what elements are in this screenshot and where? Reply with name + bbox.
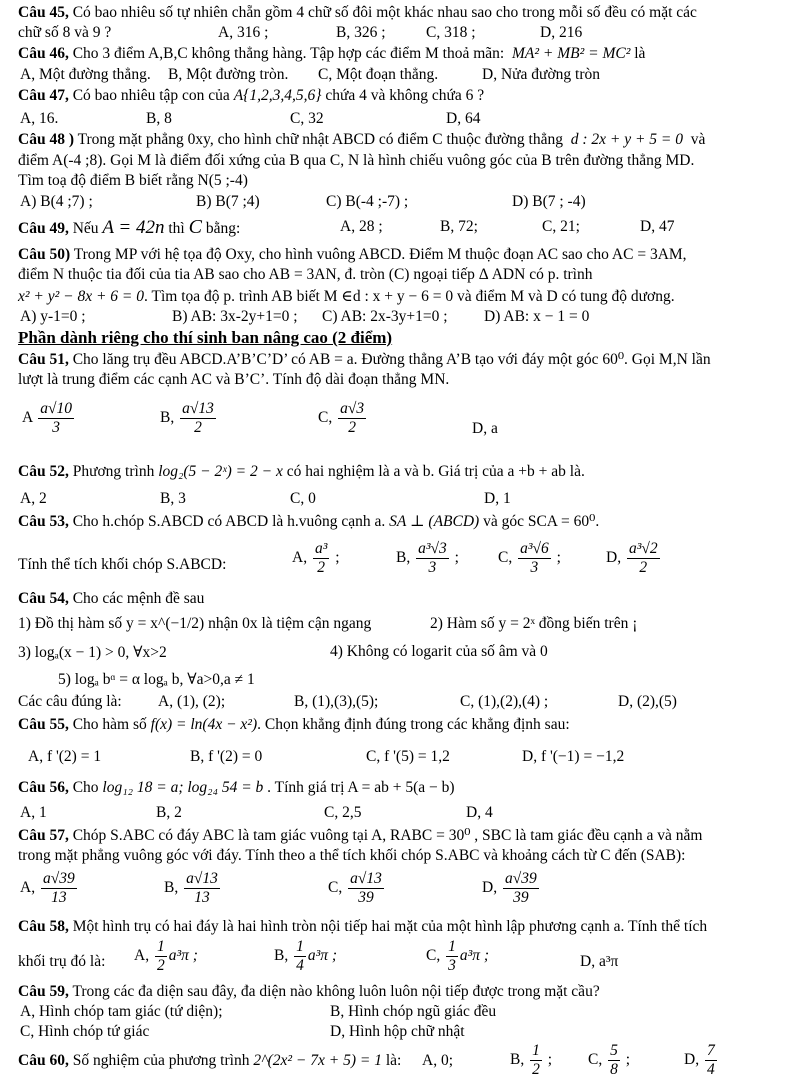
q51-option-a	[22, 400, 76, 437]
frac-num: a³	[314, 540, 328, 557]
q48-tail: và	[690, 131, 706, 148]
q54-statement-3: 3) logₐ(x − 1) > 0, ∀x>2	[18, 644, 167, 661]
q58-option-b-suffix: a³π ;	[307, 947, 338, 965]
frac-den: 2	[348, 419, 356, 436]
q45-text2: chữ số 8 và 9 ?	[18, 24, 112, 41]
q45-option-d: D, 216	[540, 24, 583, 41]
q56-option-b: B, 2	[156, 804, 182, 821]
q57-option-c	[328, 870, 386, 907]
q57-option-a	[20, 870, 79, 907]
q51-line2: lượt là trung điểm các cạnh AC và B’C’. Tính độ dài đoạn thẳng MN.	[18, 371, 450, 388]
q58-frac-b	[294, 938, 306, 975]
frac-num: 1	[296, 938, 304, 955]
q59-label: Câu 59,	[18, 983, 69, 1000]
q57-option-b	[164, 870, 222, 907]
frac-den: 8	[610, 1061, 618, 1078]
q58-option-c-suffix: a³π ;	[459, 947, 490, 965]
frac-num: a√39	[504, 870, 537, 887]
q48-option-b: B) B(7 ;4)	[196, 193, 260, 210]
q51-frac-c	[338, 400, 366, 437]
frac-num: a√13	[186, 870, 218, 887]
frac-num: a√13	[350, 870, 382, 887]
q50-option-c: C) AB: 2x-3y+1=0 ;	[322, 308, 448, 325]
q49-tail: bằng:	[205, 220, 241, 237]
q47-text: Có bao nhiêu tập con của	[72, 87, 230, 104]
q57-frac-a	[41, 870, 77, 907]
q45-text: Có bao nhiêu số tự nhiên chẵn gồm 4 chữ số đôi một khác nhau sao cho trong mỗi số đều có mặt các	[72, 4, 697, 21]
q53-option-b-label: B,	[396, 549, 411, 567]
q48-text: Trong mặt phẳng 0xy, cho hình chữ nhật ABCD có điểm C thuộc đường thẳng	[77, 131, 563, 148]
q47-tail: chứa 4 và không chứa 6 ?	[325, 87, 485, 104]
q60-option-b: B, $\frac{1}{2}$ ;	[510, 1042, 553, 1078]
q55-option-d: D, f '(−1) = −1,2	[522, 748, 625, 765]
q57-frac-b	[184, 870, 220, 907]
frac-den: 13	[194, 889, 210, 906]
q57-option-d	[482, 870, 541, 907]
q46-option-b: B, Một đường tròn.	[168, 66, 289, 83]
frac-den: 13	[51, 889, 67, 906]
q47-option-d: D, 64	[446, 110, 481, 127]
q51-label: Câu 51,	[18, 351, 69, 368]
q58-option-c-label: C,	[426, 947, 441, 965]
frac-den: 3	[530, 559, 539, 576]
q50-line3-text: . Tìm tọa độ p. trình AB biết M ∈d : x + y − 6 = 0 và điểm M và D có tung độ dương.	[144, 288, 675, 305]
frac-num: 5	[610, 1042, 618, 1059]
q56-option-d: D, 4	[466, 804, 493, 821]
q58-frac-a	[155, 938, 167, 975]
q52-label: Câu 52,	[18, 463, 69, 480]
frac-num: a√13	[182, 400, 214, 417]
frac-den: 39	[513, 889, 529, 906]
q55-text: Cho hàm số	[72, 716, 147, 733]
q49-option-c: C, 21;	[542, 218, 580, 235]
q47-line1	[18, 87, 484, 105]
q58-frac-c	[446, 938, 458, 975]
q48-option-c: C) B(-4 ;-7) ;	[326, 193, 409, 210]
frac-den: 2	[639, 559, 648, 576]
frac-den: 4	[706, 1061, 715, 1078]
q56-text: Cho	[72, 779, 99, 796]
q58-option-b	[274, 938, 337, 975]
q46-label: Câu 46,	[18, 45, 69, 62]
frac-num: 1	[532, 1042, 540, 1059]
frac-num: a³√6	[520, 540, 549, 557]
q54-option-a: A, (1), (2);	[158, 693, 226, 710]
q49-formula	[102, 217, 164, 238]
frac-den: 2	[532, 1061, 540, 1078]
q58-option-d: D, a³π	[580, 953, 619, 970]
q55-tail: . Chọn khẳng định đúng trong các khẳng định sau:	[257, 716, 570, 733]
q54-text: Cho các mệnh đề sau	[72, 590, 205, 607]
q56-line1	[18, 779, 455, 797]
q50-option-b: B) AB: 3x-2y+1=0 ;	[172, 308, 298, 325]
q49-line1	[18, 216, 240, 239]
q60-frac-c	[608, 1042, 620, 1079]
q49-text: Nếu	[72, 220, 99, 237]
q47-option-b: B, 8	[146, 110, 172, 127]
q57-option-a-label: A,	[20, 879, 36, 897]
q58-line2: khối trụ đó là:	[18, 953, 106, 970]
q56-label: Câu 56,	[18, 779, 69, 796]
q45-line2	[18, 24, 111, 42]
q53-frac-a	[313, 540, 329, 577]
q46-text: Cho 3 điểm A,B,C không thẳng hàng. Tập hợp các điểm M thoả mãn:	[72, 45, 505, 62]
q49-option-a: A, 28 ;	[340, 218, 383, 235]
q50-option-d: D) AB: x − 1 = 0	[484, 308, 590, 325]
q55-formula: f(x) = ln(4x − x²)	[150, 716, 258, 733]
frac-den: 39	[358, 889, 374, 906]
q49-c-symbol: C	[188, 216, 202, 238]
q53-option-a-label: A,	[292, 549, 308, 567]
q52-option-a: A, 2	[20, 490, 47, 507]
q48-line2: điểm A(-4 ;8). Gọi M là điểm đối xứng của B qua C, N là hình chiếu vuông góc của B trên đường thẳng MD.	[18, 152, 695, 169]
q56-tail: . Tính giá trị A = ab + 5(a − b)	[267, 779, 455, 796]
q52-option-d: D, 1	[484, 490, 511, 507]
q54-line1	[18, 590, 204, 608]
frac-num: a√10	[40, 400, 72, 417]
q59-text: Trong các đa diện sau đây, đa diện nào không luôn luôn nội tiếp được trong mặt cầu?	[72, 983, 600, 1000]
q47-formula: A{1,2,3,4,5,6}	[233, 87, 322, 104]
q58-option-a-suffix: a³π ;	[168, 947, 198, 965]
q52-formula: log₂(5 − 2ˣ) = 2 − x	[158, 463, 283, 480]
q50-label: Câu 50)	[18, 246, 71, 263]
q59-option-a: A, Hình chóp tam giác (tứ diện);	[20, 1003, 223, 1020]
q53-frac-d	[627, 540, 660, 577]
q60-option-c-label: C,	[588, 1051, 603, 1069]
q52-text: Phương trình	[72, 463, 155, 480]
q60-option-d	[684, 1042, 719, 1079]
q60-option-a: A, 0;	[422, 1052, 453, 1069]
q53-line1	[18, 512, 599, 531]
frac-num: a³√3	[418, 540, 447, 557]
q47-label: Câu 47,	[18, 87, 69, 104]
q45-label: Câu 45,	[18, 4, 69, 21]
q53-option-b: B, $\frac{\text{a³√3}}{3}$ ;	[396, 540, 459, 576]
q51-text: Cho lăng trụ đều ABCD.A’B’C’D’ có AB = a. Đường thẳng A’B tạo với đáy một góc 60⁰. Gọi M,N lần	[72, 351, 711, 368]
q60-formula: 2^(2x² − 7x + 5) = 1	[253, 1052, 382, 1069]
q54-option-d: D, (2),(5)	[618, 693, 677, 710]
q45-option-a: A, 316 ;	[218, 24, 269, 41]
q49-formula-text: A = 42n	[102, 217, 165, 238]
q58-option-b-label: B,	[274, 947, 289, 965]
q59-option-c: C, Hình chóp tứ giác	[20, 1023, 150, 1040]
frac-den: 3	[52, 419, 60, 436]
q57-option-c-label: C,	[328, 879, 343, 897]
q59-line1	[18, 983, 600, 1001]
q54-statement-5: 5) logₐ bᵅ = α logₐ b, ∀a>0,a ≠ 1	[58, 671, 255, 688]
q53-formula: SA ⊥ (ABCD)	[389, 513, 480, 530]
q53-option-c: C, $\frac{\text{a³√6}}{3}$ ;	[498, 540, 561, 576]
q60-option-d-label: D,	[684, 1051, 700, 1069]
q50-line2: điểm N thuộc tia đối của tia AB sao cho AB = 3AN, đ. tròn (C) ngoại tiếp Δ ADN có p. trình	[18, 266, 593, 283]
q58-option-c	[426, 938, 489, 975]
frac-num: a√3	[340, 400, 365, 417]
q49-label: Câu 49,	[18, 220, 69, 237]
frac-num: a√39	[42, 870, 75, 887]
q53-text: Cho h.chóp S.ABCD có ABCD là h.vuông cạnh a.	[72, 513, 386, 530]
q60-frac-d	[705, 1042, 717, 1079]
q58-option-a	[134, 938, 198, 975]
q54-statement-4: 4) Không có logarit của số âm và 0	[330, 643, 548, 660]
q51-option-b	[160, 400, 218, 437]
q60-label: Câu 60,	[18, 1052, 69, 1069]
q53-tail: và góc SCA = 60⁰.	[483, 513, 600, 530]
q57-frac-c	[348, 870, 384, 907]
frac-num: 1	[448, 938, 456, 955]
q57-frac-d	[503, 870, 539, 907]
q53-option-d	[606, 540, 662, 577]
q53-frac-b	[416, 540, 449, 577]
q51-option-a-label: A	[22, 409, 33, 427]
q48-formula: d : 2x + y + 5 = 0	[570, 131, 684, 148]
q51-option-c	[318, 400, 368, 437]
q60-tail: là:	[385, 1052, 402, 1069]
frac-den: 2	[194, 419, 202, 436]
q54-statement-1: 1) Đồ thị hàm số y = x^(−1/2) nhận 0x là tiệm cận ngang	[18, 615, 372, 632]
q57-text: Chóp S.ABC có đáy ABC là tam giác vuông tại A, RABC = 30⁰ , SBC là tam giác đều cạnh a và nằm	[72, 827, 703, 844]
q57-label: Câu 57,	[18, 827, 69, 844]
q53-frac-c	[518, 540, 551, 577]
q55-option-b: B, f '(2) = 0	[190, 748, 263, 765]
q55-line1	[18, 716, 570, 734]
frac-num: a³√2	[628, 540, 658, 557]
frac-den: 2	[156, 957, 165, 974]
q55-option-a: A, f '(2) = 1	[28, 748, 102, 765]
q51-option-b-label: B,	[160, 409, 175, 427]
frac-den: 3	[448, 957, 456, 974]
q45-line1	[18, 4, 697, 22]
q48-option-a: A) B(4 ;7) ;	[20, 193, 93, 210]
q54-label: Câu 54,	[18, 590, 69, 607]
q45-option-c: C, 318 ;	[426, 24, 476, 41]
q60-option-c: C, $\frac{5}{8}$ ;	[588, 1042, 631, 1078]
q56-option-c: C, 2,5	[324, 804, 362, 821]
q54-answer-label: Các câu đúng là:	[18, 693, 122, 710]
frac-den: 2	[317, 559, 326, 576]
q56-option-a: A, 1	[20, 804, 47, 821]
q46-option-c: C, Một đoạn thẳng.	[318, 66, 439, 83]
q48-option-d: D) B(7 ; -4)	[512, 193, 586, 210]
q54-option-c: C, (1),(2),(4) ;	[460, 693, 549, 710]
q52-option-c: C, 0	[290, 490, 316, 507]
q53-option-d-label: D,	[606, 549, 622, 567]
q58-label: Câu 58,	[18, 918, 69, 935]
q60-line1	[18, 1052, 401, 1070]
q49-mid: thì	[168, 220, 185, 237]
q48-line3: Tìm toạ độ điểm B biết rằng N(5 ;-4)	[18, 172, 248, 189]
q58-option-a-label: A,	[134, 947, 150, 965]
q57-option-b-label: B,	[164, 879, 179, 897]
q57-line1	[18, 826, 702, 845]
q58-text: Một hình trụ có hai đáy là hai hình tròn nội tiếp hai mặt của một hình lập phương cạnh a. Tính thể tích	[72, 918, 708, 935]
q52-line1	[18, 463, 585, 481]
q60-text: Số nghiệm của phương trình	[72, 1052, 250, 1069]
q55-option-c: C, f '(5) = 1,2	[366, 748, 450, 765]
q50-text: Trong MP với hệ tọa độ Oxy, cho hình vuông ABCD. Điểm M thuộc đoạn AC sao cho AC = 3AM,	[73, 246, 687, 263]
q50-option-a: A) y-1=0 ;	[20, 308, 86, 325]
q51-frac-a	[38, 400, 74, 437]
q54-statement-2: 2) Hàm số y = 2ˣ đồng biến trên ¡	[430, 615, 638, 632]
q59-option-d: D, Hình hộp chữ nhật	[330, 1023, 465, 1040]
q50-formula: x² + y² − 8x + 6 = 0	[18, 288, 145, 305]
frac-den: 4	[296, 957, 304, 974]
q60-frac-b	[530, 1042, 542, 1079]
q46-line1	[18, 45, 645, 63]
q51-option-d: D, a	[472, 420, 498, 437]
frac-num: 7	[706, 1042, 715, 1059]
q51-line1	[18, 350, 711, 369]
q55-label: Câu 55,	[18, 716, 69, 733]
q53-option-c-label: C,	[498, 549, 513, 567]
q52-option-b: B, 3	[160, 490, 186, 507]
frac-num: 1	[156, 938, 165, 955]
q46-option-d: D, Nửa đường tròn	[482, 66, 600, 83]
q57-option-d-label: D,	[482, 879, 498, 897]
q53-line2: Tính thể tích khối chóp S.ABCD:	[18, 556, 227, 573]
q58-line1	[18, 918, 707, 936]
q56-formula: log₁₂ 18 = a; log₂₄ 54 = b	[102, 779, 264, 796]
q48-label: Câu 48 )	[18, 131, 74, 148]
section-heading: Phần dành riêng cho thí sinh ban nâng cao (2 điểm)	[18, 328, 393, 347]
q60-option-b-label: B,	[510, 1051, 525, 1069]
q57-line2: trong mặt phẳng vuông góc với đáy. Tính theo a thể tích khối chóp S.ABC và khoảng cách từ C đến (SAB):	[18, 847, 686, 864]
q59-option-b: B, Hình chóp ngũ giác đều	[330, 1003, 497, 1020]
q48-line1	[18, 131, 705, 149]
q53-label: Câu 53,	[18, 513, 69, 530]
q51-frac-b	[180, 400, 216, 437]
q46-tail: là	[634, 45, 646, 62]
q51-option-c-label: C,	[318, 409, 333, 427]
q47-option-c: C, 32	[290, 110, 324, 127]
q50-line3	[18, 287, 675, 306]
q46-option-a: A, Một đường thẳng.	[20, 66, 151, 83]
q49-option-d: D, 47	[640, 218, 675, 235]
q54-option-b: B, (1),(3),(5);	[294, 693, 379, 710]
q46-formula: MA² + MB² = MC²	[511, 45, 631, 62]
q50-line1	[18, 246, 687, 264]
q49-option-b: B, 72;	[440, 218, 478, 235]
q53-option-a: A, $\frac{\text{a³}}{2}$ ;	[292, 540, 340, 576]
frac-den: 3	[428, 559, 437, 576]
q45-option-b: B, 326 ;	[336, 24, 386, 41]
q47-option-a: A, 16.	[20, 110, 59, 127]
q52-tail: có hai nghiệm là a và b. Giá trị của a +b + ab là.	[286, 463, 585, 480]
